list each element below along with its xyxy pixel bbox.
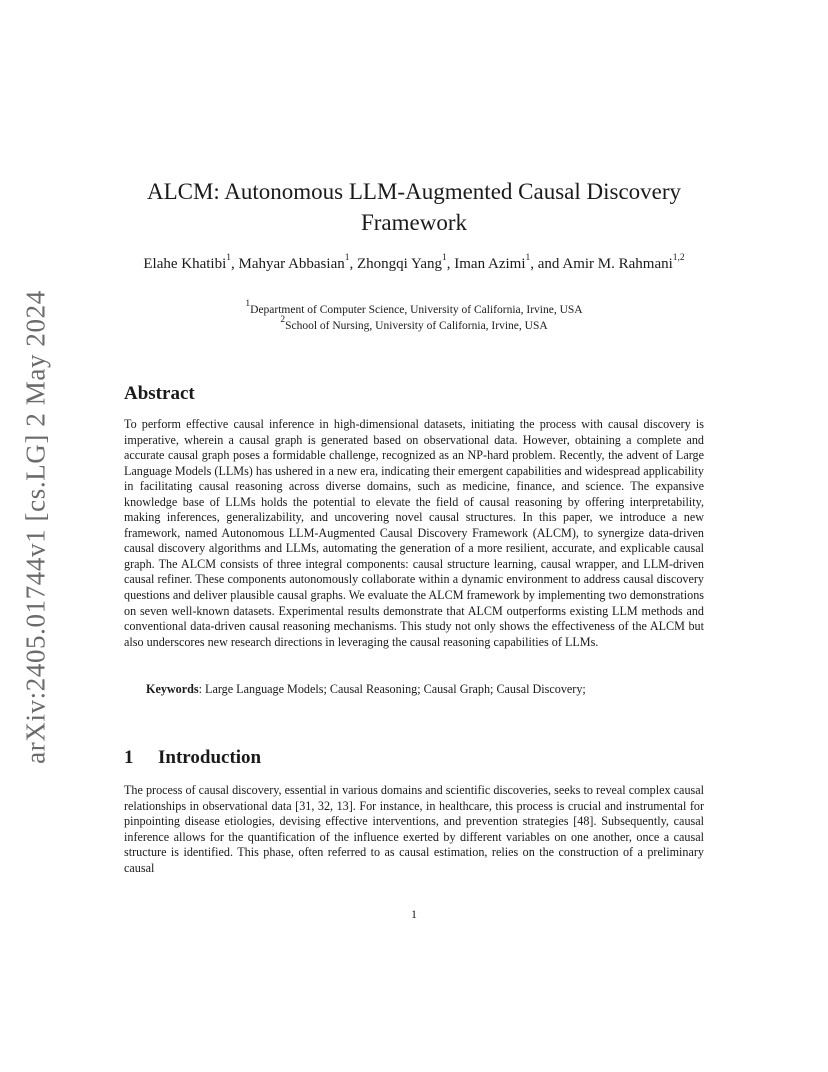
- affiliation-text: Department of Computer Science, University of California, Irvine, USA: [250, 304, 583, 316]
- author-affiliation-mark: 1: [525, 253, 531, 263]
- author-affiliation-mark: 1: [344, 253, 350, 263]
- page-number: 1: [411, 907, 417, 921]
- section-number: 1: [124, 747, 134, 768]
- affiliation-mark: 2: [280, 315, 286, 326]
- author-affiliation-mark: 1,2: [672, 253, 685, 263]
- author-name: Zhongqi Yang: [356, 256, 442, 272]
- author-conjunction: and: [537, 256, 560, 272]
- affiliation-text: School of Nursing, University of California, Irvine, USA: [285, 320, 548, 332]
- keywords-line: Keywords: Large Language Models; Causal Reasoning; Causal Graph; Causal Discovery;: [146, 682, 586, 696]
- author-affiliation-mark: 1: [442, 253, 447, 263]
- keywords-label: Keywords: [146, 682, 199, 696]
- author-name: Elahe Khatibi: [143, 256, 227, 272]
- author-name: Amir M. Rahmani: [562, 256, 673, 272]
- author-list: Elahe Khatibi$^1$, Mahyar Abbasian$^1$, Zhongqi Yang$^1$, Iman Azimi$^1$, and Amir M. Rahmani$^{1,2}$: [143, 253, 685, 272]
- abstract-heading: Abstract: [124, 383, 195, 404]
- author-name: Iman Azimi: [454, 256, 526, 272]
- affiliation-list: [110, 299, 718, 334]
- section-heading-introduction: [124, 747, 261, 769]
- section-title: Introduction: [158, 747, 262, 768]
- affiliation-mark: 1: [245, 299, 251, 310]
- affiliation: [110, 315, 718, 334]
- abstract-text: To perform effective causal inference in high-dimensional datasets, initiating the process with causal discovery is imperative, wherein a causal graph is generated based on observational data. However, obtaining a complete and accurate causal graph poses a formidable challenge, recognized as an NP-hard problem. Recently, the advent of Large Language Models (LLMs) has ushered in a new era, indicating their emergent capabilities and widespread applicability in facilitating causal reasoning across diverse domains, such as medicine, finance, and science. The expansive knowledge base of LLMs holds the potential to elevate the field of causal reasoning by offering interpretability, making inferences, generalizability, and uncovering novel causal structures. In this paper, we introduce a new framework, named Autonomous LLM-Augmented Causal Discovery Framework (ALCM), to synergize data-driven causal discovery algorithms and LLMs, automating the generation of a more resilient, accurate, and explicable causal graph. The ALCM consists of three integral components: causal structure learning, causal wrapper, and LLM-driven causal refiner. These components autonomously collaborate within a dynamic environment to address causal discovery questions and deliver plausible causal graphs. We evaluate the ALCM framework by implementing two demonstrations on seven well-known datasets. Experimental results demonstrate that ALCM outperforms existing LLM methods and conventional data-driven causal reasoning mechanisms. This study not only shows the effectiveness of the ALCM but also underscores new research directions in leveraging the causal reasoning capabilities of LLMs.: [124, 417, 704, 649]
- author-name: Mahyar Abbasian: [238, 256, 345, 272]
- author-affiliation-mark: 1: [226, 253, 231, 263]
- introduction-text: The process of causal discovery, essential in various domains and scientific discoveries, seeks to reveal complex causal relationships in observational data [31, 32, 13]. For instance, in healthcare, this process is crucial and instrumental for pinpointing disease etiologies, devising effective interventions, and prevention strategies [48]. Subsequently, causal inference allows for the quantification of the influence exerted by different variables on one another, once a causal structure is identified. This phase, often referred to as causal estimation, relies on the construction of a preliminary causal: [124, 783, 704, 875]
- arxiv-identifier: arXiv:2405.01744v1 [cs.LG] 2 May 2024: [20, 290, 51, 764]
- keywords-text: Large Language Models; Causal Reasoning; Causal Graph; Causal Discovery;: [205, 682, 586, 696]
- affiliation: [110, 299, 718, 318]
- paper-title: ALCM: Autonomous LLM-Augmented Causal Discovery Framework: [146, 179, 682, 235]
